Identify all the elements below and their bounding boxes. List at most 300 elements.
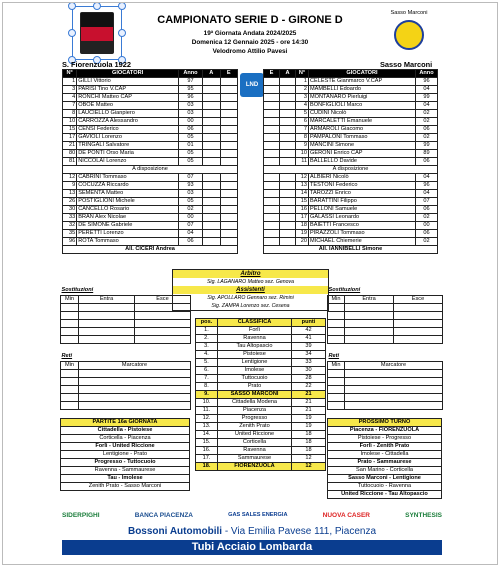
subs-esce: Esce: [394, 295, 443, 303]
empty-cell: [345, 393, 443, 401]
fixture: Piacenza - FIORENZUOLA: [328, 427, 442, 435]
arbitro-name: Sig. LAGANARO Matteo sez. Genova: [206, 279, 295, 285]
empty-cell: [328, 401, 345, 409]
player-year: 96: [178, 94, 202, 102]
standings-row: [196, 335, 326, 343]
cell-e: [220, 110, 238, 118]
empty-row[interactable]: [61, 303, 191, 311]
cell-a: [280, 78, 296, 86]
standings-pos: 5.: [196, 359, 218, 367]
cell-a: [280, 214, 296, 222]
cell-a: [280, 94, 296, 102]
player-number: 13: [296, 182, 309, 190]
player-number: 9: [63, 182, 77, 190]
goals-min: Min: [61, 361, 79, 369]
empty-row[interactable]: [328, 369, 443, 377]
empty-row[interactable]: [328, 311, 443, 319]
empty-cell: [79, 377, 191, 385]
cell-a: [280, 110, 296, 118]
player-number: 9: [296, 142, 309, 150]
standings-pos: 3.: [196, 343, 218, 351]
empty-cell: [328, 327, 345, 335]
player-number: 33: [63, 214, 77, 222]
player-row: [63, 174, 238, 182]
player-row: [63, 118, 238, 126]
player-number: 20: [296, 238, 309, 246]
standings-points: 34: [292, 351, 326, 359]
player-number: 7: [63, 102, 77, 110]
player-row: [264, 198, 438, 206]
cell-a: [280, 174, 296, 182]
date-info: Domenica 12 Gennaio 2025 - ore 14:30: [191, 39, 309, 46]
col-year: Anno: [178, 70, 202, 78]
goals-min: Min: [328, 361, 345, 369]
player-row: [264, 182, 438, 190]
cell-a: [280, 238, 296, 246]
player-name: ROTA Tommaso: [77, 238, 179, 246]
fixture-row: [61, 459, 190, 467]
player-row: [63, 102, 238, 110]
player-row: [264, 78, 438, 86]
fixture-row: [328, 483, 442, 491]
empty-row[interactable]: [328, 393, 443, 401]
standings-pos: 18.: [196, 463, 218, 471]
player-number: 12: [296, 174, 309, 182]
player-row: [264, 190, 438, 198]
player-row: [264, 222, 438, 230]
cell-a: [280, 86, 296, 94]
away-substitutions-table: [327, 287, 443, 344]
player-name: CANCELLO Rosario: [77, 206, 179, 214]
cell-a: [203, 158, 221, 166]
player-name: PELLONI Samuele: [309, 206, 416, 214]
empty-cell: [328, 369, 345, 377]
cell-e: [220, 222, 238, 230]
player-row: [264, 142, 438, 150]
player-row: [63, 158, 238, 166]
player-year: 00: [178, 118, 202, 126]
cell-a: [203, 102, 221, 110]
empty-cell: [345, 401, 443, 409]
player-year: 06: [416, 126, 438, 134]
standings-pos: 1.: [196, 327, 218, 335]
player-name: GALASSI Leonardo: [309, 214, 416, 222]
empty-row[interactable]: [61, 369, 191, 377]
empty-row[interactable]: [328, 327, 443, 335]
empty-cell: [79, 303, 135, 311]
standings-team: Ravenna: [218, 335, 292, 343]
fixture: United Riccione - Tau Altopascio: [328, 491, 442, 499]
subs-esce: Esce: [135, 295, 191, 303]
fixture-row: [328, 443, 442, 451]
fixture-row: [328, 427, 442, 435]
fixture: Progresso - Tuttocuoio: [61, 459, 190, 467]
empty-row[interactable]: [61, 377, 191, 385]
player-year: 93: [178, 182, 202, 190]
player-number: 14: [296, 190, 309, 198]
standings-points: 42: [292, 327, 326, 335]
player-name: TAROZZI Enrico: [309, 190, 416, 198]
player-year: 02: [178, 206, 202, 214]
subs-min: Min: [328, 295, 345, 303]
empty-cell: [61, 327, 79, 335]
player-number: 35: [63, 230, 77, 238]
fixture: Forlì - Zenith Prato: [328, 443, 442, 451]
cell-a: [203, 142, 221, 150]
standings-row: [196, 439, 326, 447]
standings-row: [196, 343, 326, 351]
player-row: [63, 78, 238, 86]
sponsor-nuova-caser: NUOVA CASER: [322, 511, 370, 519]
empty-row[interactable]: [61, 311, 191, 319]
col-n: N°: [63, 70, 77, 78]
standings-row: [196, 463, 326, 471]
cell-a: [203, 214, 221, 222]
player-number: 8: [63, 110, 77, 118]
resize-handle-tr[interactable]: [118, 2, 126, 10]
cell-e: [264, 94, 280, 102]
player-name: COCUZZA Riccardo: [77, 182, 179, 190]
player-number: 8: [296, 134, 309, 142]
standings-team: FIORENZUOLA: [218, 463, 292, 471]
player-row: [63, 206, 238, 214]
home-substitutions-table: [60, 287, 191, 344]
standings-row: [196, 447, 326, 455]
player-name: BALLELLO Davide: [309, 158, 416, 166]
standings-points: 22: [292, 383, 326, 391]
subs-title: Sostituzioni: [61, 287, 94, 294]
cell-e: [264, 126, 280, 134]
empty-cell: [345, 327, 394, 335]
away-goals-table: [327, 353, 443, 410]
standings-pos: 14.: [196, 431, 218, 439]
empty-cell: [328, 311, 345, 319]
empty-cell: [394, 303, 443, 311]
fixture-row: [61, 467, 190, 475]
player-name: MICHAEL Chiemerie: [309, 238, 416, 246]
player-number: 17: [296, 214, 309, 222]
venue-info: Velodromo Attilio Pavesi: [212, 48, 288, 55]
cell-e: [264, 206, 280, 214]
empty-row[interactable]: [328, 385, 443, 393]
cell-a: [203, 118, 221, 126]
cell-a: [280, 150, 296, 158]
empty-cell: [345, 303, 394, 311]
empty-row[interactable]: [328, 335, 443, 343]
resize-handle-mr[interactable]: [118, 29, 126, 37]
last-round-table: [60, 418, 190, 491]
empty-cell: [135, 327, 191, 335]
standings-team: Tau Altopascio: [218, 343, 292, 351]
player-number: 10: [296, 150, 309, 158]
cell-e: [220, 94, 238, 102]
empty-cell: [345, 311, 394, 319]
empty-cell: [345, 369, 443, 377]
empty-row[interactable]: [328, 377, 443, 385]
empty-cell: [135, 319, 191, 327]
standings-team: Prato: [218, 383, 292, 391]
bossoni-address: - Via Emilia Pavese 111, Piacenza: [224, 526, 377, 537]
empty-cell: [394, 327, 443, 335]
cell-e: [220, 198, 238, 206]
fixture-row: [61, 435, 190, 443]
fixture-row: [328, 435, 442, 443]
standings-pos: 8.: [196, 383, 218, 391]
player-number: 15: [296, 198, 309, 206]
next-round-title: PROSSIMO TURNO: [328, 419, 442, 427]
empty-cell: [79, 393, 191, 401]
cell-a: [203, 230, 221, 238]
cell-a: [203, 206, 221, 214]
player-name: ALBIERI Nicolò: [309, 174, 416, 182]
standings-row: [196, 455, 326, 463]
cell-a: [203, 190, 221, 198]
player-year: 06: [416, 158, 438, 166]
player-year: 06: [178, 238, 202, 246]
cell-e: [264, 182, 280, 190]
player-row: [63, 110, 238, 118]
player-number: 19: [296, 230, 309, 238]
round-info: 19ª Giornata Andata 2024/2025: [203, 30, 297, 37]
empty-cell: [61, 393, 79, 401]
col-n: N°: [296, 70, 309, 78]
standings-pos: 11.: [196, 407, 218, 415]
standings-row: [196, 367, 326, 375]
arbitro-label: Arbitro: [173, 270, 328, 278]
player-name: PERETTI Lorenzo: [77, 230, 179, 238]
cell-e: [264, 150, 280, 158]
player-year: 89: [416, 150, 438, 158]
home-goals-table: [60, 353, 191, 410]
subs-separator: A disposizione: [264, 166, 438, 174]
player-row: [264, 102, 438, 110]
player-number: 6: [296, 118, 309, 126]
standings-row: [196, 383, 326, 391]
empty-cell: [328, 303, 345, 311]
cell-e: [220, 214, 238, 222]
standings-points: 12: [292, 463, 326, 471]
fixture: Sasso Marconi - Lentigione: [328, 475, 442, 483]
player-number: 3: [63, 86, 77, 94]
fixture: San Marino - Corticella: [328, 467, 442, 475]
empty-row[interactable]: [328, 319, 443, 327]
player-row: [63, 214, 238, 222]
empty-row[interactable]: [61, 401, 191, 409]
resize-handle-tc[interactable]: [93, 2, 101, 10]
player-year: 96: [416, 182, 438, 190]
home-lineup-table: [62, 69, 238, 254]
player-row: [264, 174, 438, 182]
player-name: NICCOLAI Lorenzo: [77, 158, 179, 166]
resize-handle-ml[interactable]: [68, 29, 76, 37]
standings-points-header: punti: [292, 319, 326, 327]
standings-row: [196, 351, 326, 359]
player-row: [63, 222, 238, 230]
player-name: OBOE Matteo: [77, 102, 179, 110]
player-name: RONCHI Matteo CAP: [77, 94, 179, 102]
away-crest-label: Sasso Marconi: [390, 10, 428, 16]
player-row: [264, 158, 438, 166]
player-name: DE SIMONE Gabriele: [77, 222, 179, 230]
cell-a: [280, 126, 296, 134]
player-number: 32: [63, 222, 77, 230]
player-row: [63, 198, 238, 206]
cell-e: [220, 190, 238, 198]
col-e: E: [220, 70, 238, 78]
standings-pos: 9.: [196, 391, 218, 399]
assistente-1: Sig. APOLLARO Gennaro sez. Rimini: [207, 295, 294, 301]
cell-a: [203, 150, 221, 158]
player-number: 13: [63, 190, 77, 198]
cell-a: [280, 198, 296, 206]
player-year: 05: [178, 198, 202, 206]
standings-row: [196, 327, 326, 335]
player-row: [264, 126, 438, 134]
empty-row[interactable]: [61, 319, 191, 327]
standings-points: 12: [292, 455, 326, 463]
resize-handle-tl[interactable]: [68, 2, 76, 10]
empty-row[interactable]: [328, 303, 443, 311]
cell-e: [220, 86, 238, 94]
fixture: Forlì - United Riccione: [61, 443, 190, 451]
col-year: Anno: [416, 70, 438, 78]
empty-cell: [79, 311, 135, 319]
cell-e: [220, 102, 238, 110]
fixture-row: [61, 451, 190, 459]
empty-row[interactable]: [328, 401, 443, 409]
cell-e: [264, 238, 280, 246]
player-row: [264, 110, 438, 118]
player-row: [264, 150, 438, 158]
player-name: TESTONI Federico: [309, 182, 416, 190]
player-number: 15: [63, 126, 77, 134]
fixture-row: [61, 427, 190, 435]
cell-a: [280, 158, 296, 166]
sponsor-banca-piacenza: BANCA PIACENZA: [134, 511, 193, 519]
empty-cell: [345, 377, 443, 385]
player-number: 2: [296, 86, 309, 94]
empty-cell: [135, 303, 191, 311]
standings-row: [196, 415, 326, 423]
player-year: 97: [178, 78, 202, 86]
cell-a: [203, 78, 221, 86]
player-year: 00: [416, 222, 438, 230]
standings-pos: 6.: [196, 367, 218, 375]
player-row: [63, 134, 238, 142]
empty-cell: [135, 335, 191, 343]
player-number: 30: [63, 206, 77, 214]
cell-e: [220, 230, 238, 238]
col-a: A: [203, 70, 221, 78]
player-name: PIRAZZOLI Tommaso: [309, 230, 416, 238]
empty-cell: [328, 385, 345, 393]
player-number: 5: [296, 110, 309, 118]
standings-pos: 15.: [196, 439, 218, 447]
player-name: PARISI Tino V.CAP: [77, 86, 179, 94]
sponsor-siderpighi: SIDERPIGHI: [62, 511, 100, 519]
fixture-row: [61, 475, 190, 483]
player-number: 96: [63, 238, 77, 246]
empty-cell: [394, 335, 443, 343]
cell-a: [280, 182, 296, 190]
image-selection-frame[interactable]: [72, 6, 122, 60]
goals-marcatore: Marcatore: [79, 361, 191, 369]
cell-e: [220, 150, 238, 158]
empty-cell: [328, 377, 345, 385]
player-year: 06: [416, 230, 438, 238]
fixture-row: [61, 443, 190, 451]
standings-team: Imolese: [218, 367, 292, 375]
sponsor-gas-sales: GAS SALES ENERGIA: [228, 512, 288, 518]
player-year: 02: [416, 134, 438, 142]
standings-row: [196, 375, 326, 383]
fixture-row: [328, 451, 442, 459]
player-year: 03: [178, 190, 202, 198]
standings-row: [196, 407, 326, 415]
player-row: [264, 118, 438, 126]
standings-points: 18: [292, 431, 326, 439]
player-year: 02: [416, 118, 438, 126]
player-row: [264, 94, 438, 102]
cell-e: [264, 230, 280, 238]
empty-row[interactable]: [61, 335, 191, 343]
cell-e: [220, 134, 238, 142]
fixture: Imolese - Cittadella: [328, 451, 442, 459]
player-year: 99: [416, 142, 438, 150]
player-name: MAMBELLI Edoardo: [309, 86, 416, 94]
cell-e: [264, 102, 280, 110]
subs-separator: A disposizione: [63, 166, 238, 174]
player-number: 1: [63, 78, 77, 86]
standings-pos: 10.: [196, 399, 218, 407]
cell-a: [203, 198, 221, 206]
empty-cell: [79, 369, 191, 377]
player-row: [264, 230, 438, 238]
col-a: A: [280, 70, 296, 78]
empty-cell: [79, 385, 191, 393]
player-number: 4: [296, 102, 309, 110]
cell-a: [280, 222, 296, 230]
standings-team: Progresso: [218, 415, 292, 423]
player-name: CUDINI Nicolò: [309, 110, 416, 118]
standings-row: [196, 399, 326, 407]
player-name: CABRINI Tommaso: [77, 174, 179, 182]
player-number: 21: [63, 142, 77, 150]
player-year: 95: [178, 86, 202, 94]
player-name: MARCALETTI Emanuele: [309, 118, 416, 126]
player-row: [63, 126, 238, 134]
cell-e: [264, 174, 280, 182]
empty-row[interactable]: [61, 385, 191, 393]
goals-marcatore: Marcatore: [345, 361, 443, 369]
player-name: BRAN Alex Nicolae: [77, 214, 179, 222]
cell-a: [280, 230, 296, 238]
cell-e: [264, 222, 280, 230]
standings-points: 39: [292, 343, 326, 351]
empty-row[interactable]: [61, 327, 191, 335]
player-number: 10: [63, 118, 77, 126]
empty-cell: [394, 319, 443, 327]
player-name: GAVIOLI Lorenzo: [77, 134, 179, 142]
cell-a: [203, 134, 221, 142]
empty-cell: [328, 335, 345, 343]
player-number: 12: [63, 174, 77, 182]
empty-row[interactable]: [61, 393, 191, 401]
player-year: 04: [178, 230, 202, 238]
empty-cell: [79, 319, 135, 327]
col-players: GIOCATORI: [77, 70, 179, 78]
player-year: 06: [178, 126, 202, 134]
